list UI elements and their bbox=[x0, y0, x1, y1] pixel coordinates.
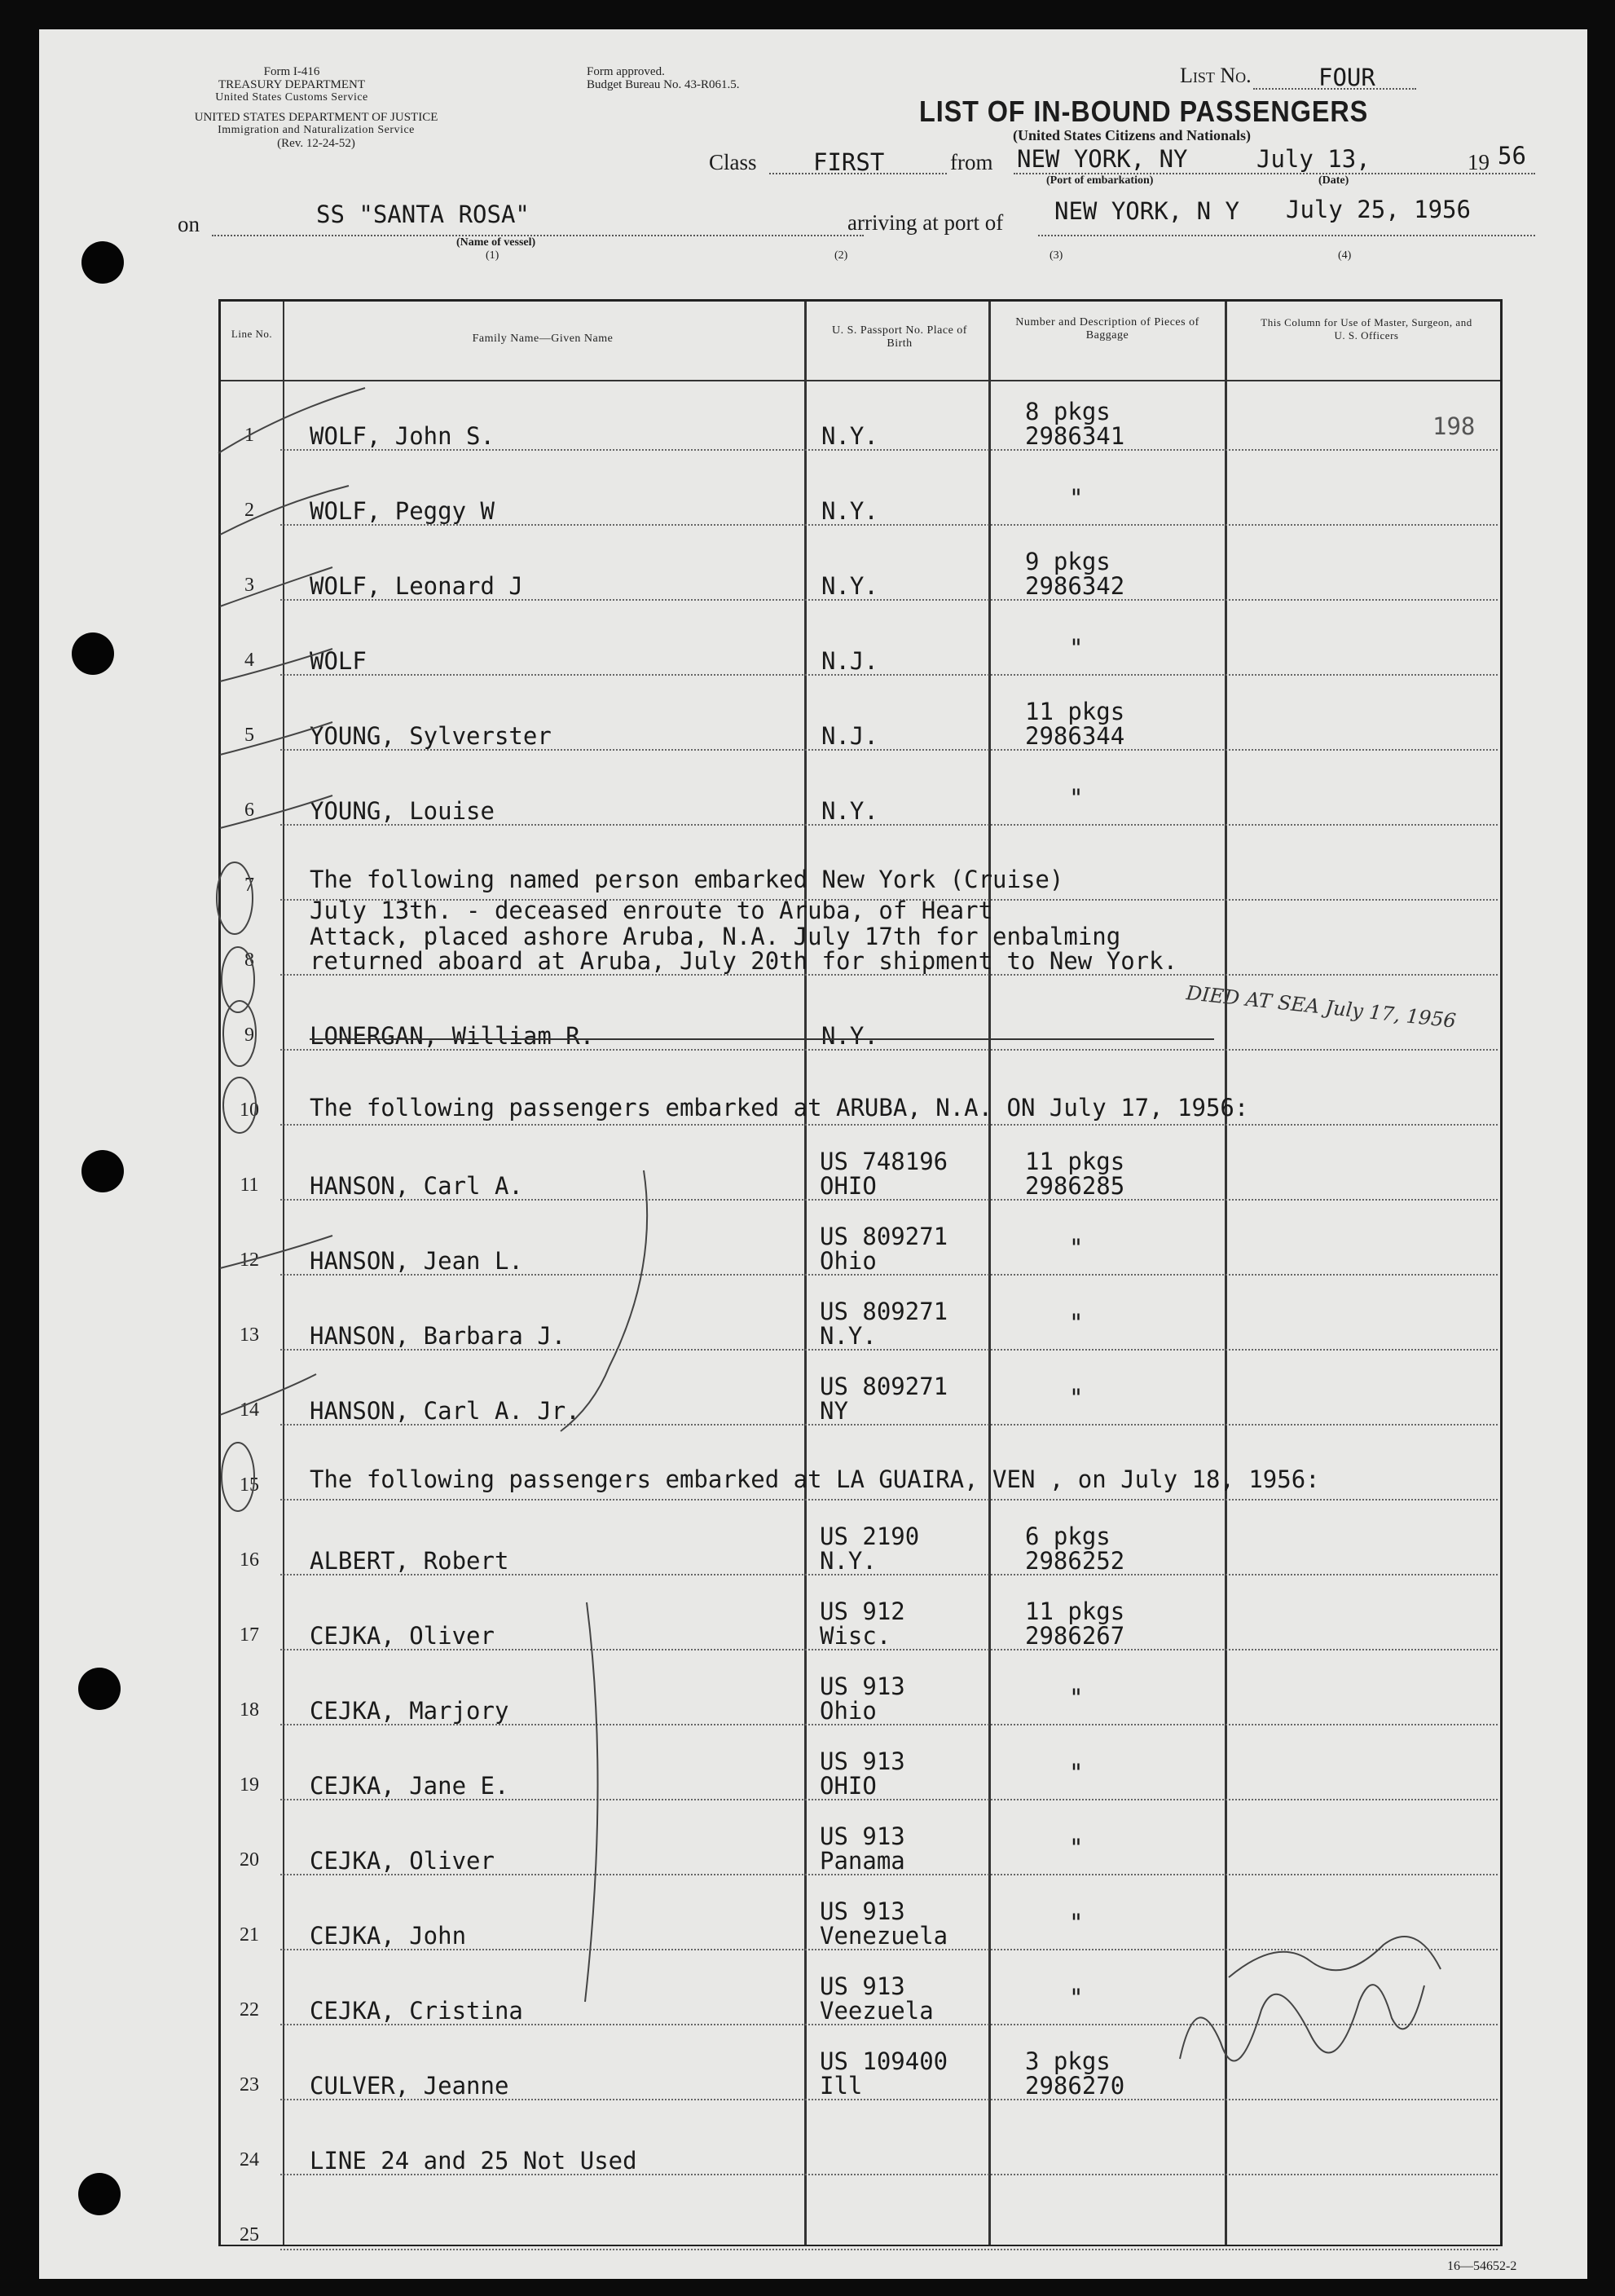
check-mark bbox=[220, 722, 332, 755]
line-number: 14 bbox=[240, 1399, 259, 1421]
deceased-note-line1: The following named person embarked New York (Cruise) bbox=[310, 866, 1064, 893]
baggage-count: 8 pkgs bbox=[1025, 398, 1111, 425]
passenger-name: CEJKA, Jane E. bbox=[310, 1772, 509, 1800]
vessel-name: SS "SANTA ROSA" bbox=[316, 201, 530, 228]
baggage-tag: " bbox=[1069, 784, 1084, 812]
circle-mark bbox=[222, 947, 254, 1012]
check-mark bbox=[220, 1236, 332, 1268]
passenger-name: HANSON, Carl A. bbox=[310, 1172, 523, 1200]
place-of-birth: Ohio bbox=[820, 1697, 877, 1725]
passenger-name: YOUNG, Sylverster bbox=[310, 722, 552, 750]
baggage-tag: " bbox=[1069, 1384, 1084, 1412]
baggage-tag: 2986341 bbox=[1025, 422, 1125, 450]
place-of-birth: NY bbox=[820, 1397, 848, 1425]
place-of-birth: N.Y. bbox=[820, 1322, 877, 1350]
place-of-birth: N.Y. bbox=[821, 497, 878, 525]
deceased-note-line3: Attack, placed ashore Aruba, N.A. July 17th for enbalming bbox=[310, 923, 1121, 950]
form-approved: Form approved. bbox=[587, 65, 665, 78]
passenger-name: HANSON, Barbara J. bbox=[310, 1322, 566, 1350]
ins-service: Immigration and Naturalization Service bbox=[218, 124, 415, 136]
passenger-name: CEJKA, Marjory bbox=[310, 1697, 509, 1725]
place-of-birth: N.Y. bbox=[821, 1022, 878, 1050]
on-label: on bbox=[178, 212, 200, 236]
passenger-name: CEJKA, Oliver bbox=[310, 1622, 495, 1650]
passport-number: US 913 bbox=[820, 1897, 905, 1925]
line-number: 23 bbox=[240, 2074, 259, 2095]
passenger-name: HANSON, Jean L. bbox=[310, 1247, 523, 1275]
passport-number: US 809271 bbox=[820, 1373, 948, 1400]
deceased-note-line2: July 13th. - deceased enroute to Aruba, of Heart bbox=[310, 897, 993, 924]
check-mark bbox=[220, 795, 332, 828]
place-of-birth: Wisc. bbox=[820, 1622, 891, 1650]
line-number: 6 bbox=[244, 800, 254, 821]
baggage-tag: " bbox=[1069, 484, 1084, 512]
baggage-tag: " bbox=[1069, 1984, 1084, 2012]
passport-number: US 912 bbox=[820, 1598, 905, 1625]
baggage-tag: " bbox=[1069, 1684, 1084, 1712]
place-of-birth: N.Y. bbox=[821, 572, 878, 600]
customs-service: United States Customs Service bbox=[215, 91, 368, 104]
footer-form-code: 16—54652-2 bbox=[1447, 2259, 1517, 2273]
line-number: 8 bbox=[244, 950, 254, 971]
place-of-birth: Panama bbox=[820, 1847, 905, 1875]
passenger-name: CEJKA, Cristina bbox=[310, 1997, 523, 2025]
manifest-sheet bbox=[39, 29, 1587, 2279]
col-header-line-no: Line No. bbox=[231, 328, 273, 340]
embarkation-date: July 13, bbox=[1256, 145, 1371, 173]
place-of-birth: OHIO bbox=[820, 1772, 877, 1800]
baggage-count: 9 pkgs bbox=[1025, 548, 1111, 575]
passport-number: US 913 bbox=[820, 1822, 905, 1850]
place-of-birth: N.J. bbox=[821, 722, 878, 750]
line-number: 22 bbox=[240, 1999, 259, 2021]
arrival-port: NEW YORK, N Y bbox=[1054, 197, 1239, 225]
list-no-value: FOUR bbox=[1318, 64, 1375, 91]
line-number: 18 bbox=[240, 1699, 259, 1721]
passenger-name: CULVER, Jeanne bbox=[310, 2072, 509, 2100]
line-number: 13 bbox=[240, 1324, 259, 1346]
place-of-birth: N.Y. bbox=[820, 1547, 877, 1575]
passport-number: US 913 bbox=[820, 1747, 905, 1775]
passenger-name: WOLF, Leonard J bbox=[310, 572, 523, 600]
col-header-name: Family Name—Given Name bbox=[472, 333, 614, 345]
line-number: 17 bbox=[240, 1624, 259, 1646]
year-prefix: 19 bbox=[1468, 150, 1490, 174]
baggage-tag: " bbox=[1069, 1234, 1084, 1262]
col-header-officers: This Column for Use of Master, Surgeon, and U. S. Officers bbox=[1261, 316, 1472, 342]
treasury-department: TREASURY DEPARTMENT bbox=[218, 78, 366, 91]
form-revision: (Rev. 12-24-52) bbox=[277, 137, 355, 150]
line-number: 2 bbox=[244, 500, 254, 521]
line-number: 1 bbox=[244, 425, 254, 446]
passport-number: US 2190 bbox=[820, 1523, 920, 1550]
baggage-tag: 2986342 bbox=[1025, 572, 1125, 600]
baggage-tag: " bbox=[1069, 1759, 1084, 1787]
date-caption: (Date) bbox=[1318, 174, 1349, 187]
passenger-name: WOLF, John S. bbox=[310, 422, 495, 450]
line-number: 20 bbox=[240, 1849, 259, 1871]
class-value: FIRST bbox=[813, 148, 885, 176]
passport-number: US 809271 bbox=[820, 1298, 948, 1325]
line-number: 21 bbox=[240, 1924, 259, 1946]
baggage-tag: 2986344 bbox=[1025, 722, 1125, 750]
col-header-passport: U. S. Passport No. Place of Birth bbox=[832, 324, 967, 350]
line-number: 11 bbox=[240, 1174, 259, 1196]
place-of-birth: Ohio bbox=[820, 1247, 877, 1275]
baggage-tag: 2986252 bbox=[1025, 1547, 1125, 1575]
signature-mark bbox=[1180, 1985, 1424, 2060]
budget-bureau: Budget Bureau No. 43-R061.5. bbox=[587, 78, 740, 91]
vessel-caption: (Name of vessel) bbox=[456, 236, 536, 249]
baggage-tag: 2986267 bbox=[1025, 1622, 1125, 1650]
baggage-tag: " bbox=[1069, 634, 1084, 662]
place-of-birth: N.Y. bbox=[821, 797, 878, 825]
check-mark bbox=[220, 649, 332, 681]
passenger-name: CEJKA, John bbox=[310, 1922, 467, 1950]
line-number: 16 bbox=[240, 1549, 259, 1571]
place-of-birth: Ill bbox=[820, 2072, 863, 2100]
col3-caption: (3) bbox=[1050, 249, 1063, 262]
baggage-count: 6 pkgs bbox=[1025, 1523, 1111, 1550]
passport-number: US 809271 bbox=[820, 1223, 948, 1250]
baggage-tag: " bbox=[1069, 1834, 1084, 1862]
passport-number: US 913 bbox=[820, 1672, 905, 1700]
circle-mark bbox=[223, 1077, 256, 1133]
passenger-name: ALBERT, Robert bbox=[310, 1547, 509, 1575]
justice-department: UNITED STATES DEPARTMENT OF JUSTICE bbox=[194, 111, 438, 124]
page-title: LIST OF IN-BOUND PASSENGERS bbox=[919, 95, 1369, 128]
line-number: 7 bbox=[244, 875, 254, 896]
bracket-mark bbox=[585, 1602, 598, 2002]
baggage-count: 3 pkgs bbox=[1025, 2047, 1111, 2075]
passport-number: US 748196 bbox=[820, 1148, 948, 1175]
place-of-birth: OHIO bbox=[820, 1172, 877, 1200]
col4-caption: (4) bbox=[1338, 249, 1352, 262]
baggage-tag: 2986285 bbox=[1025, 1172, 1125, 1200]
list-no-label: List No. bbox=[1180, 64, 1252, 87]
col-header-baggage: Number and Description of Pieces of Baggage bbox=[1015, 316, 1199, 342]
deceased-note-line4: returned aboard at Aruba, July 20th for shipment to New York. bbox=[310, 947, 1178, 975]
from-label: from bbox=[950, 150, 993, 174]
class-label: Class bbox=[709, 150, 757, 174]
page-subtitle: (United States Citizens and Nationals) bbox=[1013, 127, 1252, 143]
signature-mark bbox=[1229, 1937, 1441, 1977]
passenger-name: LONERGAN, William R. bbox=[310, 1022, 595, 1050]
passenger-name: WOLF, Peggy W bbox=[310, 497, 495, 525]
col2-caption: (2) bbox=[834, 249, 848, 262]
check-mark bbox=[220, 567, 332, 606]
line-number: 25 bbox=[240, 2224, 259, 2245]
line-number: 19 bbox=[240, 1774, 259, 1796]
baggage-tag: 2986270 bbox=[1025, 2072, 1125, 2100]
line-number: 15 bbox=[240, 1474, 259, 1496]
arrival-date: July 25, 1956 bbox=[1286, 196, 1471, 223]
baggage-count: 11 pkgs bbox=[1025, 1148, 1125, 1175]
line-number: 10 bbox=[240, 1100, 259, 1121]
col1-caption: (1) bbox=[486, 249, 499, 262]
circle-mark bbox=[223, 1001, 256, 1066]
line-number: 12 bbox=[240, 1249, 259, 1271]
arriving-label: arriving at port of bbox=[847, 210, 1004, 235]
circle-mark bbox=[217, 862, 253, 934]
circle-mark bbox=[222, 1443, 254, 1511]
passport-number: US 913 bbox=[820, 1972, 905, 2000]
check-mark bbox=[220, 486, 349, 535]
line-number: 9 bbox=[244, 1025, 254, 1046]
passenger-name: HANSON, Carl A. Jr. bbox=[310, 1397, 580, 1425]
line-number: 24 bbox=[240, 2149, 259, 2170]
laguaira-embark-note: The following passengers embarked at LA GUAIRA, VEN , on July 18, 1956: bbox=[310, 1465, 1320, 1493]
handwritten-marks bbox=[39, 29, 1587, 2279]
year-suffix: 56 bbox=[1498, 142, 1526, 170]
officer-note: 198 bbox=[1432, 412, 1476, 440]
line-number: 3 bbox=[244, 575, 254, 596]
passport-number: US 109400 bbox=[820, 2047, 948, 2075]
baggage-count: 11 pkgs bbox=[1025, 698, 1125, 725]
bracket-mark bbox=[561, 1170, 647, 1431]
baggage-count: 11 pkgs bbox=[1025, 1598, 1125, 1625]
place-of-birth: Venezuela bbox=[820, 1922, 948, 1950]
line-number: 5 bbox=[244, 725, 254, 746]
passenger-name: WOLF bbox=[310, 647, 367, 675]
check-mark bbox=[220, 1374, 316, 1415]
place-of-birth: Veezuela bbox=[820, 1997, 934, 2025]
aruba-embark-note: The following passengers embarked at ARUBA, N.A. ON July 17, 1956: bbox=[310, 1094, 1249, 1122]
embarkation-port: NEW YORK, NY bbox=[1017, 145, 1188, 173]
passenger-name: CEJKA, Oliver bbox=[310, 1847, 495, 1875]
died-at-sea-annotation: DIED AT SEA July 17, 1956 bbox=[1185, 981, 1458, 1033]
baggage-tag: " bbox=[1069, 1309, 1084, 1337]
place-of-birth: N.J. bbox=[821, 647, 878, 675]
form-number: Form I-416 bbox=[263, 65, 320, 78]
check-mark bbox=[218, 388, 365, 453]
passenger-name: LINE 24 and 25 Not Used bbox=[310, 2147, 637, 2175]
place-of-birth: N.Y. bbox=[821, 422, 878, 450]
baggage-tag: " bbox=[1069, 1909, 1084, 1937]
passenger-name: YOUNG, Louise bbox=[310, 797, 495, 825]
line-number: 4 bbox=[244, 650, 254, 671]
port-caption: (Port of embarkation) bbox=[1046, 174, 1154, 187]
